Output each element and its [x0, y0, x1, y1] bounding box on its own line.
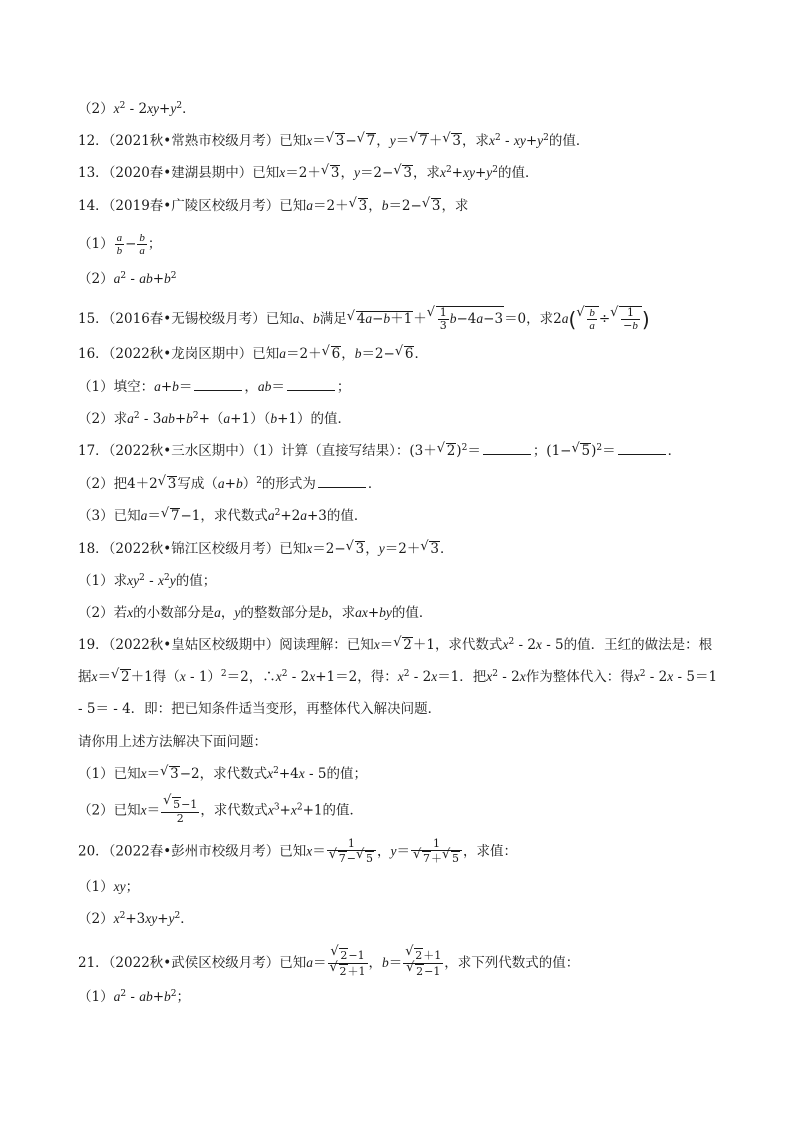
- line-text: ，求: [526, 311, 554, 327]
- answer-blank[interactable]: [318, 475, 366, 488]
- q19-part2: （2）已知x＝ √ $\frac{5-1}{2}$ ，求代数式$x^3+x^2+1$的值．: [78, 797, 734, 825]
- answer-blank[interactable]: [618, 442, 666, 455]
- q11-part2: $(2)x^2 - 2xy+y^2$．: [78, 101, 196, 117]
- line-label: （2）: [78, 101, 114, 117]
- line-label: （1）已知: [78, 766, 141, 782]
- line-label: （2）求: [78, 411, 128, 427]
- question-21: 21．（2022秋•武侯区校级月考）已知a＝ √ 2−1 √ 2＋1 ，b＝ √ 2＋1 √ 2−1 ，求下列代数式的值：: [78, 948, 734, 979]
- line-text: ，求代数式: [434, 637, 503, 653]
- question-14: 14．（2019春•广陵区校级月考）已知a＝2＋√ 3，b＝2−√ 3，求: [78, 197, 734, 215]
- line-label: 据: [78, 669, 92, 685]
- answer-blank[interactable]: [194, 378, 242, 391]
- line-label: （2）把: [78, 476, 128, 492]
- line-text: 的值．: [391, 605, 433, 621]
- question-18: 18．（2022秋•锦江区校级月考）已知x＝2−√ 3，y＝2＋√ 3．: [78, 540, 734, 558]
- line-text: ，求: [441, 198, 469, 214]
- q14-part1: （1） $\frac{a}{b}$ − $\frac{b}{a}$ ；: [78, 232, 162, 257]
- q16-part1: （1）填空：a+b＝ ，ab＝ ；: [78, 379, 351, 395]
- line-text: 的值．: [322, 802, 363, 819]
- line-text: 作为整体代入：得: [525, 669, 634, 685]
- line-label: - 5＝ - 4．即：把已知条件适当变形，再整体代入解决问题．: [78, 701, 442, 717]
- line-text: 的整数部分是: [240, 605, 322, 621]
- answer-blank[interactable]: [287, 378, 335, 391]
- q20-part2: $(2)x^2+3xy+y^2$．: [78, 911, 194, 927]
- line-text: 得: [152, 669, 167, 685]
- line-label: 18．（2022秋•锦江区校级月考）已知: [78, 541, 307, 557]
- line-label: （1）: [78, 236, 114, 252]
- line-text: ，求代数式: [200, 802, 268, 819]
- line-label: （2）若: [78, 605, 128, 621]
- line-label: 19．（2022秋•皇姑区校级期中）阅读理解：已知: [78, 637, 374, 653]
- q16-part2: （2）求$a^2 - 3ab+b^2+(a+1)(b+1)$的值．: [78, 411, 351, 427]
- line-text: 的值．: [498, 165, 539, 181]
- line-text: 满足: [319, 311, 347, 327]
- line-text: ，求下列代数式的值：: [444, 955, 580, 971]
- line-text: 的值．王红的做法是：根: [563, 637, 713, 653]
- line-label: （1）: [78, 879, 114, 895]
- line-text: ，求代数式: [199, 766, 268, 782]
- q17-part2: （2）把4＋2√ 3写成$(a+b)^2$的形式为 ．: [78, 475, 734, 493]
- q14-part2: $(2)a^2 - ab+b^2$: [78, 271, 177, 287]
- q20-part1: （1）xy；: [78, 879, 140, 895]
- q19-part1: （1）已知x＝√ 3−2，求代数式$x^2+4x - 5$的值；: [78, 765, 734, 783]
- line-label: （1）求: [78, 573, 128, 589]
- q18-part1: （1）求$xy^2 - x^2y$的值；: [78, 573, 217, 589]
- line-label: 14．（2019春•广陵区校级月考）已知: [78, 198, 307, 214]
- question-17: 17．（2022秋•三水区期中）（1）计算（直接写结果）：(3＋√ 2)$^2$＝ ；(1−√ 5)$^2$＝ ．: [78, 442, 734, 460]
- line-text: ，求: [412, 165, 440, 181]
- line-text: ，求代数式: [200, 508, 268, 524]
- answer-blank[interactable]: [483, 442, 531, 455]
- line-label: 13．（2020春•建湖县期中）已知: [78, 165, 280, 181]
- line-label: 15．（2016春•无锡校级月考）已知: [78, 311, 293, 327]
- line-text: 的值．: [548, 133, 590, 149]
- q19-instruction: [78, 733, 734, 751]
- line-text: ，求值：: [462, 843, 517, 860]
- line-text: 的值；: [175, 573, 217, 589]
- q19-continued-2: [78, 700, 734, 718]
- line-text: 的形式为: [261, 476, 316, 492]
- line-label: 21．（2022秋•武侯区校级月考）已知: [78, 955, 307, 971]
- line-text: 的小数部分是: [133, 605, 215, 621]
- line-text: 写成: [177, 476, 205, 492]
- line-label: （2）: [78, 271, 114, 287]
- line-text: 的值．: [310, 411, 351, 427]
- question-19: 19．（2022秋•皇姑区校级期中）阅读理解：已知x＝√ 2＋1，求代数式$x^2 - 2x - 5$的值．王红的做法是：根: [78, 636, 734, 654]
- q17-part3: （3）已知a＝√ 7−1，求代数式$a^2+2a+3$的值．: [78, 507, 734, 525]
- line-label: （1）: [78, 989, 114, 1005]
- line-label: 20．（2022春•彭州市校级月考）已知: [78, 843, 307, 860]
- question-16: 16．（2022秋•龙岗区期中）已知a＝2＋√ 6，b＝2−√ 6．: [78, 345, 734, 363]
- q19-continued: 据x＝√ 2＋1得（x - 1）$^2$＝2，$\therefore x^2 - 2x+1=2$，得：$x^2 - 2x=1$．把$x^2 - 2x$作为整体代入：得$x^2 - 2x - 5=1$: [78, 668, 734, 686]
- line-text: 的值；: [326, 766, 367, 782]
- line-label: 12．（2021秋•常熟市校级月考）已知: [78, 133, 307, 149]
- line-label: 16．（2022秋•龙岗区期中）已知: [78, 346, 280, 362]
- question-12: 12．（2021秋•常熟市校级月考）已知x＝√ 3−√ 7，y＝√ 7＋√ 3，求$x^2 - xy+y^2$的值．: [78, 132, 734, 150]
- line-label: 17．（2022秋•三水区期中）（1）计算（直接写结果）：: [78, 443, 410, 459]
- line-text: ，求: [461, 133, 489, 149]
- question-20: 20．（2022春•彭州市校级月考）已知x＝ 1 √ 7−√ 5 ，y＝ 1 √ 7＋√ 5 ，求值：: [78, 838, 734, 866]
- q21-part1: $(1)a^2 - ab+b^2$；: [78, 989, 191, 1005]
- line-label: （1）填空：: [78, 379, 155, 395]
- line-text: 的值．: [326, 508, 368, 524]
- line-text: ，得：: [357, 669, 398, 685]
- line-label: （2）已知: [78, 802, 141, 819]
- question-13: 13．（2020春•建湖县期中）已知x＝2＋√ 3，y＝2−√ 3，求$x^2+xy+y^2$的值．: [78, 164, 734, 182]
- line-label: （2）: [78, 911, 114, 927]
- question-15: 15．（2016春•无锡校级月考）已知a、b满足√ 4a−b＋1＋ √ $\frac{1}{3}$ b−4a−3＝0，求2a( √ $\frac{b}{a}$ ÷ √ $\frac{1}{-b}$ ): [78, 306, 734, 332]
- line-label: （3）已知: [78, 508, 141, 524]
- line-label: 请你用上述方法解决下面问题：: [78, 734, 267, 750]
- q18-part2: （2）若x的小数部分是a，y的整数部分是b，求ax+by的值．: [78, 605, 433, 621]
